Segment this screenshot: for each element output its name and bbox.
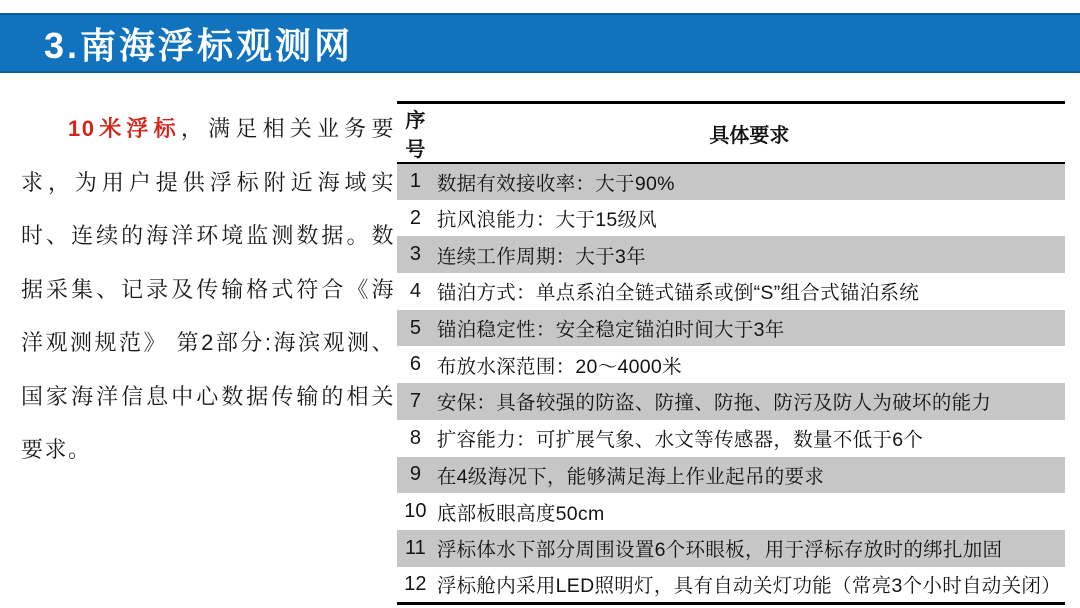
row-number-cell: 8 — [409, 426, 421, 449]
page-title: 3.南海浮标观测网 — [44, 24, 354, 66]
column-header-number: 序号 — [397, 103, 434, 164]
row-requirement-cell: 布放水深范围：20～4000米 — [436, 355, 682, 378]
table-row — [397, 163, 1065, 200]
table-row — [397, 530, 1065, 567]
table-row — [397, 567, 1065, 604]
header-bar — [0, 13, 1080, 73]
intro-highlight: 10米浮标 — [68, 116, 181, 141]
row-number-cell: 12 — [404, 572, 427, 595]
requirements-table — [397, 101, 1065, 605]
row-requirement-cell: 连续工作周期：大于3年 — [436, 245, 646, 268]
row-requirement-cell: 浮标体水下部分周围设置6个环眼板，用于浮标存放时的绑扎加固 — [436, 539, 1003, 562]
row-requirement-cell: 数据有效接收率：大于90% — [436, 172, 675, 195]
row-requirement-cell: 底部板眼高度50cm — [436, 502, 605, 525]
row-number-cell: 5 — [409, 316, 421, 339]
row-number-cell: 7 — [409, 389, 421, 412]
intro-paragraph — [21, 102, 395, 477]
row-number-cell: 1 — [409, 170, 421, 193]
row-number-cell: 9 — [409, 463, 421, 486]
table-row — [397, 493, 1065, 530]
row-number-cell: 3 — [409, 243, 421, 266]
row-requirement-cell: 抗风浪能力：大于15级风 — [436, 209, 658, 232]
row-requirement-cell: 浮标舱内采用LED照明灯，具有自动关灯功能（常亮3个小时自动关闭） — [436, 575, 1061, 598]
row-number-cell: 10 — [404, 500, 427, 523]
row-number-cell: 2 — [409, 206, 421, 229]
table-row — [397, 457, 1065, 494]
requirements-table-container — [397, 101, 1065, 605]
table-row — [397, 420, 1065, 457]
row-number-cell: 6 — [409, 353, 421, 376]
row-requirement-cell: 扩容能力：可扩展气象、水文等传感器，数量不低于6个 — [436, 429, 924, 452]
table-row — [397, 346, 1065, 383]
intro-text: ，满足相关业务要求，为用户提供浮标附近海域实时、连续的海洋环境监测数据。数据采集、记录及传输格式符合《海洋观测规范》 第2部分:海滨观测、国家海洋信息中心数据传输的相关要求。 — [21, 116, 395, 462]
table-row — [397, 383, 1065, 420]
table-row — [397, 236, 1065, 273]
table-row — [397, 273, 1065, 310]
table-row — [397, 310, 1065, 347]
table-row — [397, 200, 1065, 237]
row-number-cell: 4 — [409, 279, 421, 302]
row-requirement-cell: 在4级海况下，能够满足海上作业起吊的要求 — [436, 465, 825, 488]
row-number-cell: 11 — [405, 536, 426, 559]
row-requirement-cell: 安保：具备较强的防盗、防撞、防拖、防污及防人为破坏的能力 — [436, 392, 992, 415]
table-header-row — [397, 103, 1065, 164]
row-requirement-cell: 锚泊稳定性：安全稳定锚泊时间大于3年 — [436, 319, 785, 342]
column-header-requirement: 具体要求 — [434, 103, 1065, 164]
row-requirement-cell: 锚泊方式：单点系泊全链式锚系或倒“S”组合式锚泊系统 — [436, 282, 920, 305]
